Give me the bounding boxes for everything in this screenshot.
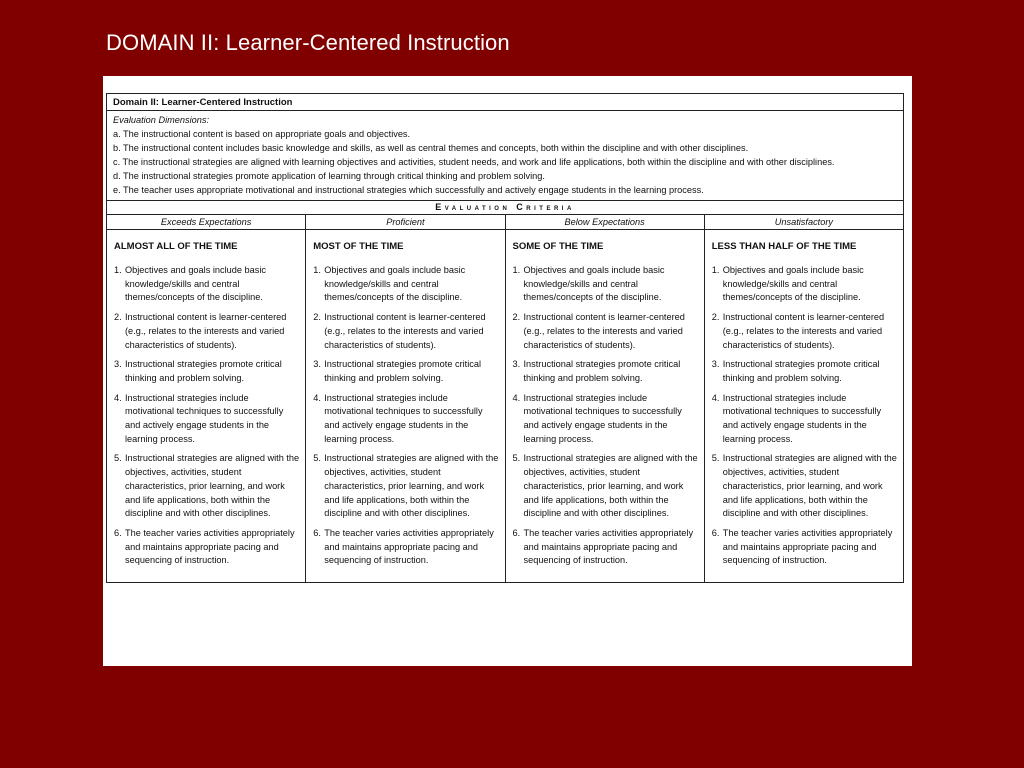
- criterion-item: [513, 311, 698, 352]
- item-number: 2.: [313, 312, 321, 323]
- item-number: 3.: [313, 359, 321, 370]
- evaluation-criteria-label: Evaluation Criteria: [107, 201, 903, 215]
- dimension-a: a. The instructional content is based on appropriate goals and objectives.: [113, 129, 411, 139]
- criterion-item: [313, 311, 498, 352]
- criterion-item: [313, 392, 498, 447]
- item-text: Instructional strategies include motivational techniques to successfully and actively engage students in the learning process.: [125, 392, 284, 444]
- item-number: 2.: [711, 312, 720, 323]
- criterion-item: [513, 264, 698, 305]
- item-number: 4.: [313, 392, 321, 403]
- criterion-item: [712, 358, 897, 385]
- item-number: 4.: [512, 392, 521, 403]
- item-number: 6.: [114, 527, 122, 538]
- dimension-c: c. The instructional strategies are aligned with learning objectives and activities, student needs, and work and life applications, both within the discipline and with other disciplines.: [113, 157, 835, 167]
- item-number: 3.: [512, 359, 521, 370]
- item-text: Objectives and goals include basic knowledge/skills and central themes/concepts of the discipline.: [523, 265, 665, 303]
- item-text: Instructional strategies are aligned with the objectives, activities, student characteristics, prior learning, and work and life applications, both within the discipline and with other disciplines.: [722, 453, 897, 519]
- item-number: 5.: [711, 453, 720, 464]
- item-number: 1.: [313, 265, 321, 275]
- item-text: Instructional strategies promote critical thinking and problem solving.: [722, 359, 880, 383]
- item-text: Instructional content is learner-centered (e.g., relates to the interests and varied characteristics of students).: [523, 312, 685, 350]
- item-text: Instructional strategies are aligned with the objectives, activities, student characteristics, prior learning, and work and life applications, both within the discipline and with other disciplines.: [324, 453, 499, 519]
- criterion-item: [114, 311, 299, 352]
- item-text: The teacher varies activities appropriately and maintains appropriate pacing and sequencing of instruction.: [523, 527, 694, 566]
- item-number: 4.: [114, 392, 122, 403]
- rubric-heading: Domain II: Learner-Centered Instruction: [107, 94, 903, 111]
- item-number: 5.: [114, 453, 122, 464]
- criterion-item: [313, 264, 498, 305]
- item-text: The teacher varies activities appropriately and maintains appropriate pacing and sequencing of instruction.: [722, 527, 893, 566]
- column-proficient: [306, 215, 505, 582]
- criterion-item: [513, 392, 698, 447]
- criterion-item: [712, 392, 897, 447]
- item-number: 1.: [512, 265, 521, 275]
- criterion-item: [313, 452, 498, 521]
- item-text: Instructional strategies are aligned with the objectives, activities, student characteristics, prior learning, and work and life applications, both within the discipline and with other disciplines.: [523, 453, 698, 519]
- item-number: 4.: [711, 392, 720, 403]
- column-frequency: ALMOST ALL OF THE TIME: [114, 241, 238, 252]
- criterion-item: [712, 452, 897, 521]
- column-frequency: SOME OF THE TIME: [512, 241, 604, 252]
- item-text: Objectives and goals include basic knowledge/skills and central themes/concepts of the discipline.: [324, 265, 466, 303]
- criterion-item: [513, 358, 698, 385]
- item-text: Instructional strategies promote critical thinking and problem solving.: [523, 359, 681, 383]
- item-number: 5.: [313, 453, 321, 464]
- evaluation-dimensions-label: Evaluation Dimensions:: [113, 115, 210, 125]
- item-number: 6.: [512, 527, 521, 538]
- slide-title: DOMAIN II: Learner-Centered Instruction: [106, 30, 510, 55]
- item-text: Instructional strategies are aligned with the objectives, activities, student characteristics, prior learning, and work and life applications, both within the discipline and with other disciplines.: [125, 453, 300, 519]
- item-text: The teacher varies activities appropriately and maintains appropriate pacing and sequencing of instruction.: [324, 527, 494, 566]
- item-text: Instructional strategies promote critical thinking and problem solving.: [125, 359, 282, 383]
- column-frequency: LESS THAN HALF OF THE TIME: [711, 241, 857, 252]
- item-text: Instructional content is learner-centered (e.g., relates to the interests and varied characteristics of students).: [722, 312, 885, 350]
- item-text: Instructional strategies include motivational techniques to successfully and actively engage students in the learning process.: [324, 392, 483, 444]
- item-text: Instructional content is learner-centered (e.g., relates to the interests and varied characteristics of students).: [324, 312, 486, 350]
- item-text: Objectives and goals include basic knowledge/skills and central themes/concepts of the discipline.: [722, 265, 864, 303]
- rubric-table: [106, 93, 904, 583]
- column-header: Unsatisfactory: [705, 215, 903, 230]
- criterion-item: [114, 358, 299, 385]
- criterion-item: [513, 452, 698, 521]
- item-number: 1.: [711, 265, 720, 275]
- item-text: The teacher varies activities appropriately and maintains appropriate pacing and sequencing of instruction.: [125, 527, 295, 566]
- criterion-item: [114, 527, 299, 568]
- dimension-e: e. The teacher uses appropriate motivational and instructional strategies which successfully and actively engage students in the learning process.: [113, 185, 704, 195]
- column-below-expectations: [506, 215, 705, 582]
- criterion-item: [712, 311, 897, 352]
- item-number: 6.: [711, 527, 720, 538]
- item-text: Instructional strategies promote critical thinking and problem solving.: [324, 359, 482, 383]
- column-header: Proficient: [306, 215, 504, 230]
- item-number: 3.: [114, 359, 122, 370]
- item-number: 2.: [512, 312, 521, 323]
- item-text: Objectives and goals include basic knowledge/skills and central themes/concepts of the discipline.: [125, 265, 266, 303]
- column-frequency: MOST OF THE TIME: [313, 241, 404, 252]
- item-number: 3.: [711, 359, 720, 370]
- criterion-item: [114, 264, 299, 305]
- column-exceeds-expectations: [107, 215, 306, 582]
- criterion-item: [712, 264, 897, 305]
- column-unsatisfactory: [705, 215, 903, 582]
- item-number: 1.: [114, 265, 122, 275]
- criterion-item: [513, 527, 698, 568]
- item-text: Instructional content is learner-centered (e.g., relates to the interests and varied characteristics of students).: [125, 312, 287, 350]
- criterion-item: [313, 358, 498, 385]
- item-number: 6.: [313, 527, 321, 538]
- column-header: Below Expectations: [506, 215, 704, 230]
- evaluation-dimensions: [107, 111, 903, 201]
- item-text: Instructional strategies include motivational techniques to successfully and actively engage students in the learning process.: [722, 392, 882, 444]
- column-header: Exceeds Expectations: [107, 215, 305, 230]
- item-text: Instructional strategies include motivational techniques to successfully and actively engage students in the learning process.: [523, 392, 682, 444]
- dimension-b: b. The instructional content includes basic knowledge and skills, as well as central themes and concepts, both within the discipline and with other disciplines.: [113, 143, 749, 153]
- item-number: 5.: [512, 453, 521, 464]
- item-number: 2.: [114, 312, 122, 323]
- criterion-item: [114, 392, 299, 447]
- criteria-columns: [107, 215, 903, 582]
- criterion-item: [313, 527, 498, 568]
- criterion-item: [712, 527, 897, 568]
- dimension-d: d. The instructional strategies promote application of learning through critical thinking and problem solving.: [113, 171, 545, 181]
- criterion-item: [114, 452, 299, 521]
- rubric-image-panel: [103, 76, 912, 666]
